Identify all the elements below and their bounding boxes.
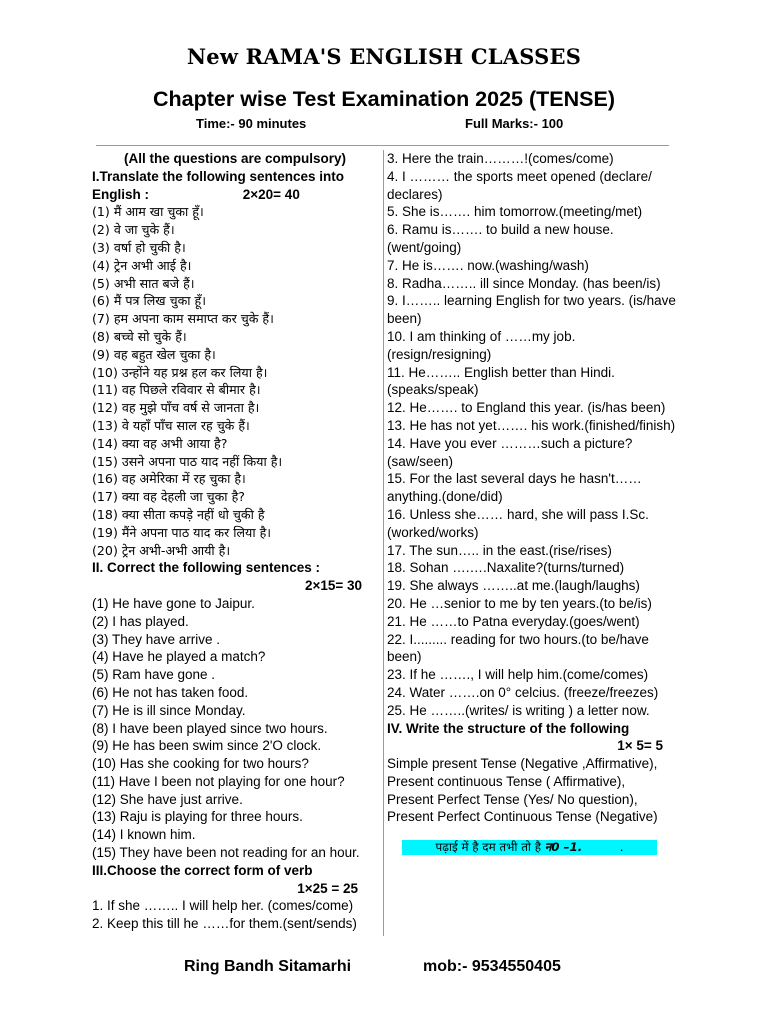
exam-title: Chapter wise Test Examination 2025 (TENSE) — [153, 87, 615, 111]
verb-question: 11. He…….. English better than Hindi.(speaks/speak) — [387, 364, 615, 398]
hindi-sentence: (9) वह बहुत खेल चुका है। — [92, 346, 216, 362]
footer-mobile: mob:- 9534550405 — [423, 958, 561, 975]
verb-question: 3. Here the train………!(comes/come) — [387, 151, 614, 166]
section3-list — [92, 897, 378, 933]
verb-question: 6. Ramu is……. to build a new house. (went/going) — [387, 222, 614, 255]
hindi-sentence: (8) बच्चे सो चुके हैं। — [92, 328, 187, 344]
header-divider — [96, 145, 669, 146]
correction-sentence: (4) Have he played a match? — [92, 649, 266, 665]
exam-time: Time:- 90 minutes — [196, 116, 307, 131]
section2-heading: II. Correct the following sentences : — [92, 560, 321, 576]
verb-question: 18. Sohan ….….Naxalite?(turns/turned) — [387, 560, 625, 576]
verb-question: 2. Keep this till he ……for them.(sent/sends) — [92, 916, 357, 932]
motto-banner — [402, 840, 657, 855]
correction-sentence: (14) I known him. — [92, 827, 196, 843]
hindi-sentence: (20) ट्रेन अभी-अभी आयी है। — [92, 542, 231, 558]
section1-list — [92, 203, 378, 559]
right-column — [387, 150, 677, 855]
full-marks: Full Marks:- 100 — [465, 116, 564, 131]
correction-sentence: (13) Raju is playing for three hours. — [92, 809, 303, 825]
section2-marks: 2×15= 30 — [304, 578, 362, 594]
correction-sentence: (1) He have gone to Jaipur. — [92, 595, 255, 611]
correction-sentence: (5) Ram have gone . — [92, 667, 216, 683]
hindi-sentence: (3) वर्षा हो चुकी है। — [92, 239, 186, 255]
hindi-sentence: (10) उन्होंने यह प्रश्न हल कर लिया है। — [92, 364, 268, 380]
left-column — [92, 150, 378, 933]
tense-structure-item: Present Perfect Continuous Tense (Negative) — [387, 809, 658, 825]
correction-sentence: (2) I has played. — [92, 613, 189, 629]
verb-question: 9. I…….. learning English for two years. (is/have been) — [387, 293, 676, 327]
correction-sentence: (10) Has she cooking for two hours? — [92, 756, 309, 772]
hindi-sentence: (19) मैंने अपना पाठ याद कर लिया है। — [92, 524, 272, 540]
hindi-sentence: (14) क्या वह अभी आया है? — [92, 435, 228, 451]
tense-structure-item: Simple present Tense (Negative ,Affirmative), — [387, 756, 658, 772]
verb-question: 22. I......... reading for two hours.(to be/have been) — [387, 631, 649, 665]
motto-tail: . — [582, 840, 624, 855]
motto-text: पढ़ाई में है दम तभी तो है — [435, 840, 545, 855]
hindi-sentence: (4) ट्रेन अभी आई है। — [92, 257, 192, 273]
hindi-sentence: (17) क्या वह देहली जा चुका है? — [92, 489, 245, 505]
hindi-sentence: (18) क्या सीता कपड़े नहीं धो चुकी है — [92, 506, 265, 522]
section3-marks: 1×25 = 25 — [297, 880, 358, 896]
footer-location: Ring Bandh Sitamarhi — [184, 958, 352, 975]
hindi-sentence: (6) मैं पत्र लिख चुका हूँ। — [92, 293, 206, 309]
correction-sentence: (6) He not has taken food. — [92, 684, 249, 700]
correction-sentence: (11) Have I been not playing for one hour? — [92, 773, 345, 789]
hindi-sentence: (7) हम अपना काम समाप्त कर चुके हैं। — [92, 311, 274, 327]
hindi-sentence: (1) मैं आम खा चुका हूँ। — [92, 204, 204, 220]
verb-question: 1. If she …….. I will help her. (comes/come) — [92, 898, 354, 914]
verb-question: 21. He ……to Patna everyday.(goes/went) — [387, 613, 640, 629]
correction-sentence: (8) I have been played since two hours. — [92, 720, 328, 736]
verb-question: 10. I am thinking of ……my job.(resign/resigning) — [387, 328, 576, 362]
verb-question: 23. If he ……., I will help him.(come/comes) — [387, 667, 649, 683]
instruction: (All the questions are compulsory) — [123, 151, 347, 166]
verb-question: 7. He is……. now.(washing/wash) — [387, 257, 589, 273]
verb-question: 12. He……. to England this year. (is/has been) — [387, 400, 666, 416]
correction-sentence: (7) He is ill since Monday. — [92, 702, 246, 718]
correction-sentence: (3) They have arrive . — [92, 631, 221, 647]
section1-heading: I.Translate the following sentences into — [92, 168, 345, 184]
verb-question: 24. Water …….on 0° celcius. (freeze/freezes) — [387, 684, 659, 700]
tense-structure-item: Present Perfect Tense (Yes/ No question), — [387, 791, 638, 807]
verb-question: 20. He …senior to me by ten years.(to be/is) — [387, 595, 652, 611]
institute-name: New RAMA'S ENGLISH CLASSES — [186, 44, 582, 69]
verb-question: 16. Unless she…… hard, she will pass I.Sc. (worked/works) — [387, 506, 649, 540]
verb-question: 17. The sun….. in the east.(rise/rises) — [387, 542, 612, 558]
section2-list — [92, 595, 378, 862]
section4-marks: 1× 5= 5 — [617, 738, 663, 754]
verb-question: 4. I ……… the sports meet opened (declare/ declares) — [387, 168, 652, 202]
verb-question: 19. She always ……..at me.(laugh/laughs) — [387, 578, 640, 594]
column-divider — [383, 150, 384, 936]
correction-sentence: (9) He has been swim since 2'O clock. — [92, 738, 322, 754]
hindi-sentence: (15) उसने अपना पाठ याद नहीं किया है। — [92, 453, 283, 469]
hindi-sentence: (13) वे यहाँ पाँच साल रह चुके हैं। — [92, 417, 250, 433]
hindi-sentence: (12) वह मुझे पाँच वर्ष से जानता है। — [92, 400, 260, 416]
section1-heading-end: English : — [92, 186, 149, 202]
hindi-sentence: (5) अभी सात बजे हैं। — [92, 275, 195, 291]
hindi-sentence: (11) वह पिछले रविवार से बीमार है। — [92, 382, 261, 398]
verb-question: 8. Radha…….. ill since Monday. (has been/is) — [387, 275, 661, 291]
correction-sentence: (12) She have just arrive. — [92, 791, 243, 807]
motto-emphasis: न0 –1. — [544, 840, 583, 855]
section1-marks: 2×20= 40 — [242, 186, 300, 202]
correction-sentence: (15) They have been not reading for an hour. — [92, 845, 360, 861]
verb-question: 13. He has not yet……. his work.(finished/finish) — [387, 417, 676, 433]
verb-question: 5. She is……. him tomorrow.(meeting/met) — [387, 204, 643, 220]
verb-question: 15. For the last several days he hasn't…… anything.(done/did) — [387, 471, 642, 505]
verb-question: 25. He ……..(writes/ is writing ) a letter now. — [387, 702, 650, 718]
section1-heading-cont — [92, 186, 378, 204]
tense-structure-item: Present continuous Tense ( Affirmative), — [387, 773, 626, 789]
hindi-sentence: (2) वे जा चुके हैं। — [92, 222, 175, 238]
section3-heading: III.Choose the correct form of verb — [92, 862, 313, 878]
section4-list — [387, 755, 677, 826]
section3-continued-list — [387, 150, 677, 720]
verb-question: 14. Have you ever ………such a picture? (saw/seen) — [387, 435, 633, 469]
hindi-sentence: (16) वह अमेरिका में रह चुका है। — [92, 471, 246, 487]
section4-heading: IV. Write the structure of the following — [387, 720, 630, 736]
